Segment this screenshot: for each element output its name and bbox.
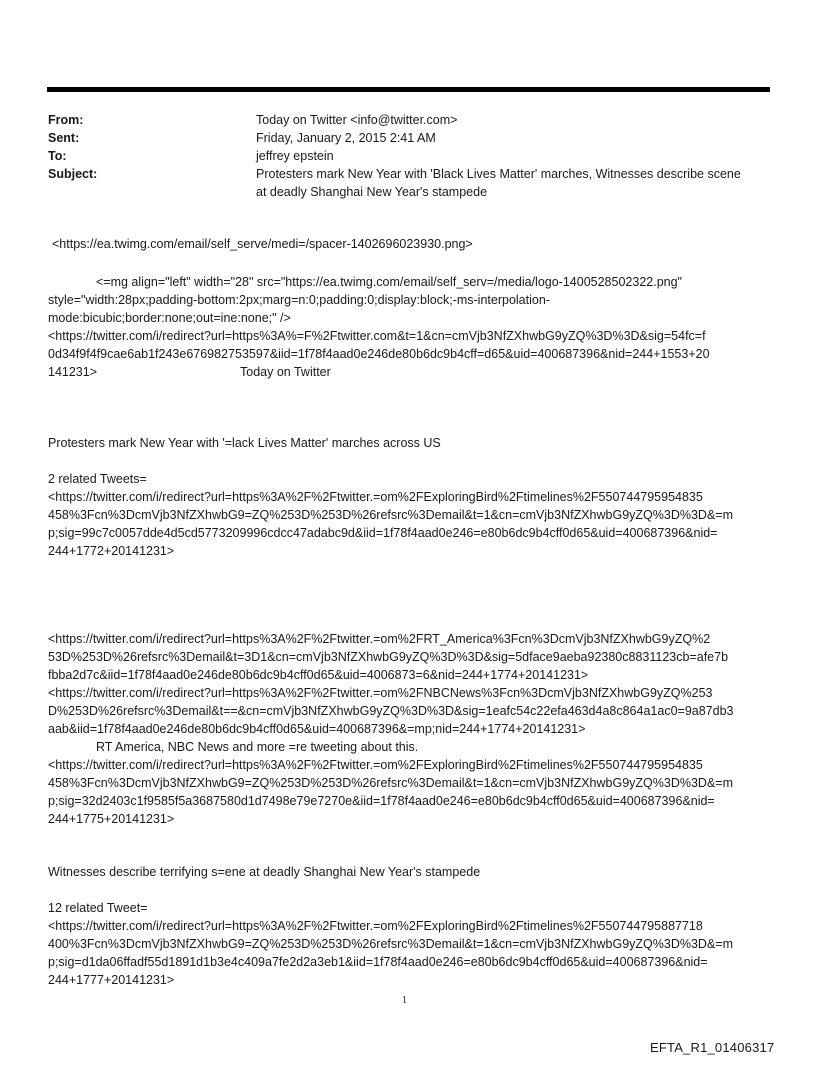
more-tweets-link-2: 458%3Fcn%3DcmVjb3NfZXhwbG9=ZQ%253D%253D%26refsrc%3Demail&t=1&cn=cmVjb3NfZXhwbG9yZQ%3D%3D&=m [48, 776, 734, 790]
nbc-news-link-2: D%253D%26refsrc%3Demail&t==&cn=cmVjb3NfZXhwbG9yZQ%3D%3D&sig=1eafc54c22efa463d4a8c864a1ac0=9a87db3 [48, 704, 734, 718]
header-divider [47, 87, 770, 92]
logo-markup-line-1: <=mg align="left" width="28" src="https://ea.twimg.com/email/self_serv=/media/logo-1400528502322.png" [96, 275, 682, 289]
to-value: jeffrey epstein [256, 149, 334, 163]
rt-america-link-1: <https://twitter.com/i/redirect?url=https%3A%2F%2Ftwitter.=om%2FRT_America%3Fcn%3DcmVjb3NfZXhwbG9yZQ%2 [48, 632, 711, 646]
document-id: EFTA_R1_01406317 [650, 1040, 775, 1055]
story-2-link-3: p;sig=d1da06ffadf55d1891d1b3e4c409a7fe2d2a3eb1&iid=1f78f4aad0e246=e80b6dc9b4cff0d65&uid=400687396&nid= [48, 955, 708, 969]
from-label: From: [48, 113, 84, 127]
nbc-news-link-1: <https://twitter.com/i/redirect?url=https%3A%2F%2Ftwitter.=om%2FNBCNews%3Fcn%3DcmVjb3NfZXhwbG9yZQ%253 [48, 686, 713, 700]
from-value: Today on Twitter <info@twitter.com> [256, 113, 458, 127]
tweeting-about-text: RT America, NBC News and more =re tweeting about this. [96, 740, 419, 754]
rt-america-link-3: fbba2d7c&iid=1f78f4aad0e246de80b6dc9b4cff0d65&uid=4006873=6&nid=244+1774+20141231> [48, 668, 589, 682]
logo-markup-line-2: style="width:28px;padding-bottom:2px;marg=n:0;padding:0;display:block;-ms-interpolation- [48, 293, 550, 307]
story-1-related-count: 2 related Tweets= [48, 472, 147, 486]
logo-redirect-link-2: 0d34f9f4f9cae6ab1f243e676982753597&iid=1f78f4aad0e246de80b6dc9b4cff=d65&uid=400687396&nid=244+1553+20 [48, 347, 710, 361]
logo-redirect-end: 141231> [48, 365, 98, 379]
page-number: 1 [402, 995, 407, 1006]
more-tweets-link-1: <https://twitter.com/i/redirect?url=https%3A%2F%2Ftwitter.=om%2FExploringBird%2Ftimelines%2F550744795954835 [48, 758, 703, 772]
nbc-news-link-3: aab&iid=1f78f4aad0e246de80b6dc9b4cff0d65&uid=400687396&=mp;nid=244+1774+20141231> [48, 722, 586, 736]
story-2-link-2: 400%3Fcn%3DcmVjb3NfZXhwbG9=ZQ%253D%253D%26refsrc%3Demail&t=1&cn=cmVjb3NfZXhwbG9yZQ%3D%3D&=m [48, 937, 734, 951]
story-1-link-2: 458%3Fcn%3DcmVjb3NfZXhwbG9=ZQ%253D%253D%26refsrc%3Demail&t=1&cn=cmVjb3NfZXhwbG9yZQ%3D%3D&=m [48, 508, 734, 522]
story-1-link-1: <https://twitter.com/i/redirect?url=https%3A%2F%2Ftwitter.=om%2FExploringBird%2Ftimelines%2F550744795954835 [48, 490, 703, 504]
story-2-link-4: 244+1777+20141231> [48, 973, 175, 987]
logo-markup-line-3: mode:bicubic;border:none;out=ine:none;" /> [48, 311, 291, 325]
rt-america-link-2: 53D%253D%26refsrc%3Demail&t=3D1&cn=cmVjb3NfZXhwbG9yZQ%3D%3D&sig=5dface9aeba92380c8831123cb=afe7b [48, 650, 729, 664]
to-label: To: [48, 149, 67, 163]
story-2-link-1: <https://twitter.com/i/redirect?url=https%3A%2F%2Ftwitter.=om%2FExploringBird%2Ftimelines%2F550744795887718 [48, 919, 703, 933]
sent-value: Friday, January 2, 2015 2:41 AM [256, 131, 436, 145]
sent-label: Sent: [48, 131, 80, 145]
today-on-twitter-label: Today on Twitter [240, 365, 331, 379]
story-2-title: Witnesses describe terrifying s=ene at deadly Shanghai New Year's stampede [48, 865, 481, 879]
story-1-title: Protesters mark New Year with '=lack Lives Matter' marches across US [48, 436, 441, 450]
subject-value-line-2: at deadly Shanghai New Year's stampede [256, 185, 488, 199]
more-tweets-link-4: 244+1775+20141231> [48, 812, 175, 826]
logo-redirect-link-3 [48, 363, 448, 381]
logo-redirect-link-1: <https://twitter.com/i/redirect?url=https%3A%=F%2Ftwitter.com&t=1&cn=cmVjb3NfZXhwbG9yZQ%3D%3D&sig=54fc=f [48, 329, 706, 343]
story-1-link-3: p;sig=99c7c0057dde4d5cd5773209996cdcc47adabc9d&iid=1f78f4aad0e246=e80b6dc9b4cff0d65&uid=400687396&nid= [48, 526, 718, 540]
story-2-related-count: 12 related Tweet= [48, 901, 148, 915]
story-1-link-4: 244+1772+20141231> [48, 544, 175, 558]
subject-label: Subject: [48, 167, 98, 181]
more-tweets-link-3: p;sig=32d2403c1f9585f5a3687580d1d7498e79e7270e&iid=1f78f4aad0e246=e80b6dc9b4cff0d65&uid=400687396&nid= [48, 794, 715, 808]
spacer-image-link: <https://ea.twimg.com/email/self_serve/medi=/spacer-1402696023930.png> [52, 237, 473, 251]
subject-value-line-1: Protesters mark New Year with 'Black Lives Matter' marches, Witnesses describe scene [256, 167, 741, 181]
